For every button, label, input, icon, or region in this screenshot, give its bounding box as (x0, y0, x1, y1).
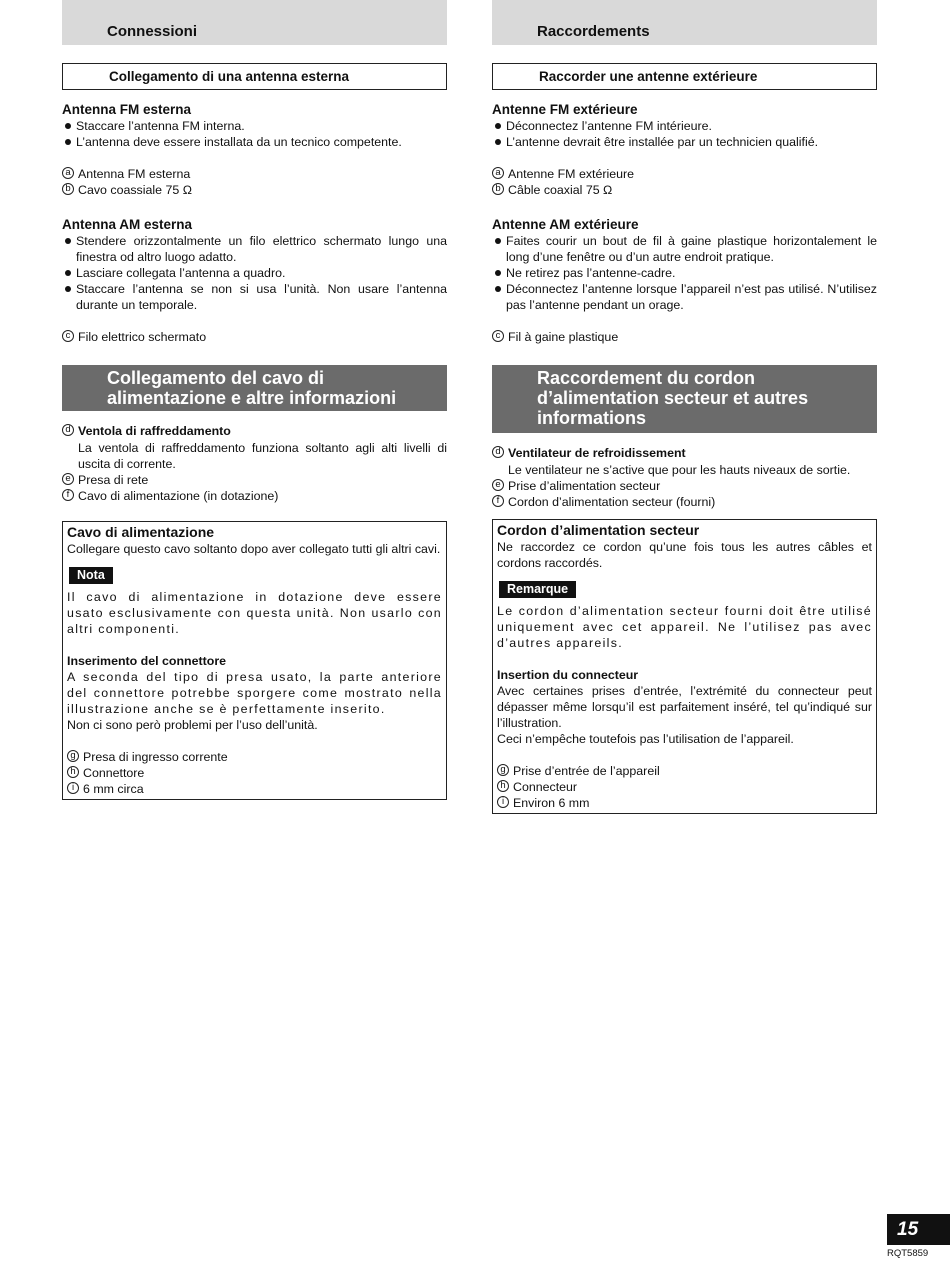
note-text: Le cordon d’alimentation secteur fourni doit être utilisé uniquement avec cet appareil. Ne l’utilisez pas avec d’autres appareils. (497, 604, 872, 650)
legend-item: f Cavo di alimentazione (in dotazione) (62, 488, 447, 504)
legend-item: i Environ 6 mm (497, 795, 872, 811)
note-tag: Nota (69, 567, 113, 584)
page-number: 15 (887, 1214, 950, 1245)
document-code: RQT5859 (887, 1248, 929, 1259)
legend-item: f Cordon d’alimentation secteur (fourni) (492, 494, 877, 510)
bullet-item: Stendere orizzontalmente un filo elettrico schermato lungo una finestra od altro luogo adatto. (62, 233, 447, 265)
insert-heading: Inserimento del connettore (67, 654, 227, 668)
am-heading: Antenne AM extérieure (492, 217, 639, 232)
callout-mark: e (492, 479, 504, 491)
callout-mark: h (67, 766, 79, 778)
french-column (492, 0, 877, 814)
legend-item: i 6 mm circa (67, 781, 442, 797)
legend-item: d Ventilateur de refroidissement (492, 445, 877, 461)
legend-item: h Connettore (67, 765, 442, 781)
insert-text-2: Ceci n’empêche toutefois pas l’utilisation de l’appareil. (497, 732, 794, 746)
insert-text-2: Non ci sono però problemi per l’uso dell’unità. (67, 718, 318, 732)
fan-description: La ventola di raffreddamento funziona soltanto agli alti livelli di uscita di corrente. (78, 441, 447, 471)
box-title: Cavo di alimentazione (67, 524, 215, 540)
insert-heading: Insertion du connecteur (497, 668, 639, 682)
box-title: Cordon d’alimentation secteur (497, 522, 700, 538)
power-cord-box (62, 521, 447, 800)
legend-item: g Presa di ingresso corrente (67, 749, 442, 765)
legend-item: b Cavo coassiale 75 Ω (62, 182, 447, 198)
power-cord-box (492, 519, 877, 814)
bullet-item: Déconnectez l’antenne FM intérieure. (492, 118, 877, 134)
callout-mark: g (497, 764, 509, 776)
callout-mark: d (62, 424, 74, 436)
fm-bullets (492, 118, 877, 150)
box-text: Ne raccordez ce cordon qu’une fois tous les autres câbles et cordons raccordés. (497, 540, 872, 570)
legend-item: e Prise d’alimentation secteur (492, 478, 877, 494)
callout-mark: a (492, 167, 504, 179)
legend-item: c Fil à gaine plastique (492, 329, 877, 345)
callout-mark: f (492, 495, 504, 507)
section-title-raccordements: Raccordements (492, 0, 877, 45)
bullet-item: L’antenne devrait être installée par un technicien qualifié. (492, 134, 877, 150)
callout-mark: b (62, 183, 74, 195)
callout-mark: c (492, 330, 504, 342)
italian-column (62, 0, 447, 800)
box-text: Collegare questo cavo soltanto dopo aver collegato tutti gli altri cavi. (67, 542, 441, 556)
callout-mark: i (67, 782, 79, 794)
note-tag: Remarque (499, 581, 576, 598)
callout-mark: f (62, 489, 74, 501)
bullet-item: L’antenna deve essere installata da un tecnico competente. (62, 134, 447, 150)
legend-item: h Connecteur (497, 779, 872, 795)
am-heading: Antenna AM esterna (62, 217, 193, 232)
antenna-subheading: Collegamento di una antenna esterna (62, 63, 447, 90)
callout-mark: b (492, 183, 504, 195)
insert-text: Avec certaines prises d’entrée, l’extrémité du connecteur peut dépasser même lorsqu’il est parfaitement inséré, tel qu’indiqué sur l’illustration. (497, 684, 872, 730)
bullet-item: Faites courir un bout de fil à gaine plastique horizontalement le long d’une fenêtre ou d’un autre endroit pratique. (492, 233, 877, 265)
callout-mark: g (67, 750, 79, 762)
callout-mark: d (492, 446, 504, 458)
fm-heading: Antenna FM esterna (62, 102, 192, 117)
bullet-item: Lasciare collegata l’antenna a quadro. (62, 265, 447, 281)
am-bullets (492, 233, 877, 313)
callout-mark: i (497, 796, 509, 808)
legend-item: a Antenna FM esterna (62, 166, 447, 182)
legend-item: b Câble coaxial 75 Ω (492, 182, 877, 198)
power-section-heading: Collegamento del cavo di alimentazione e altre informazioni (62, 365, 447, 411)
power-section-heading: Raccordement du cordon d’alimentation secteur et autres informations (492, 365, 877, 433)
callout-mark: a (62, 167, 74, 179)
legend-item: c Filo elettrico schermato (62, 329, 447, 345)
legend-item: d Ventola di raffreddamento (62, 423, 447, 439)
legend-item: g Prise d’entrée de l’appareil (497, 763, 872, 779)
section-title-connessioni: Connessioni (62, 0, 447, 45)
note-text: Il cavo di alimentazione in dotazione deve essere usato esclusivamente con questa unità. Non usarlo con altri componenti. (67, 590, 442, 636)
antenna-subheading: Raccorder une antenne extérieure (492, 63, 877, 90)
insert-text: A seconda del tipo di presa usato, la parte anteriore del connettore potrebbe sporgere come mostrato nella illustrazione anche se è perfettamente inserito. (67, 670, 442, 716)
fm-heading: Antenne FM extérieure (492, 102, 638, 117)
callout-mark: e (62, 473, 74, 485)
fan-description: Le ventilateur ne s’active que pour les hauts niveaux de sortie. (508, 463, 851, 477)
legend-item: a Antenne FM extérieure (492, 166, 877, 182)
legend-item: e Presa di rete (62, 472, 447, 488)
bullet-item: Staccare l’antenna se non si usa l’unità. Non usare l’antenna durante un temporale. (62, 281, 447, 313)
bullet-item: Ne retirez pas l’antenne-cadre. (492, 265, 877, 281)
fm-bullets (62, 118, 447, 150)
bullet-item: Staccare l’antenna FM interna. (62, 118, 447, 134)
am-bullets (62, 233, 447, 313)
callout-mark: h (497, 780, 509, 792)
bullet-item: Déconnectez l’antenne lorsque l’appareil n’est pas utilisé. N’utilisez pas l’antenne pendant un orage. (492, 281, 877, 313)
callout-mark: c (62, 330, 74, 342)
